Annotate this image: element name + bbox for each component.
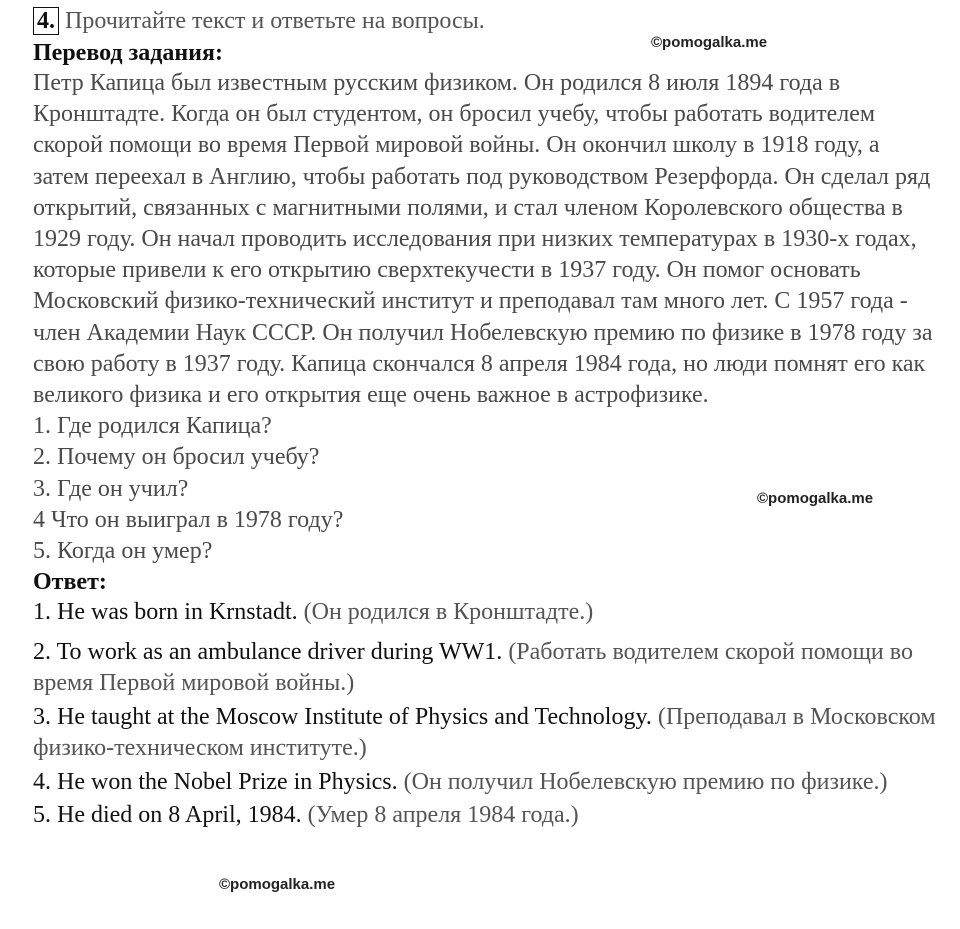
translation-title: Перевод задания:: [33, 40, 223, 66]
question-item: 2. Почему он бросил учебу?: [33, 444, 320, 471]
answer-item: [33, 597, 938, 629]
task-header: [33, 4, 938, 38]
task-number-box: 4.: [33, 7, 59, 35]
answer-russian: (Преподавал в Московском физико-техническом институте.): [33, 703, 936, 762]
exercise-page: [33, 4, 938, 834]
question-item: 1. Где родился Капица?: [33, 413, 272, 440]
answer-english: 4. He won the Nobel Prize in Physics.: [33, 768, 398, 795]
answer-item: [33, 702, 938, 765]
answer-english: 5. He died on 8 April, 1984.: [33, 802, 302, 829]
watermark: ©pomogalka.me: [757, 490, 874, 507]
task-instruction: Прочитайте текст и ответьте на вопросы.: [65, 8, 485, 34]
answer-english: 1. He was born in Krnstadt.: [33, 599, 298, 626]
answer-russian: (Он родился в Кронштадте.): [303, 599, 594, 626]
answer-title: Ответ:: [33, 569, 107, 596]
answer-item: [33, 637, 938, 700]
answer-russian: (Работать водителем скорой помощи во время Первой мировой войны.): [33, 638, 913, 697]
question-item: 5. Когда он умер?: [33, 538, 213, 565]
answer-item: [33, 767, 938, 799]
answer-russian: (Он получил Нобелевскую премию по физике.): [403, 768, 888, 795]
answers-list: [33, 597, 938, 832]
question-item: 3. Где он учил?: [33, 475, 189, 502]
answer-item: [33, 800, 938, 832]
answer-english: 2. To work as an ambulance driver during WW1.: [33, 638, 503, 665]
translation-text: Петр Капица был известным русским физиком. Он родился 8 июля 1894 года в Кронштадте. Когда он был студентом, он бросил учебу, чтобы работать водителем скорой помощи во время Первой мировой войны. Он окончил школу в 1918 году, а затем переехал в Англию, чтобы работать под руководством Резерфорда. Он сделал ряд открытий, связанных с магнитными полями, и стал членом Королевского общества в 1929 году. Он начал проводить исследования при низких температурах в 1930-х годах, которые привели к его открытию сверхтекучести в 1937 году. Он помог основать Московский физико-технический институт и преподавал там много лет. С 1957 года - член Академии Наук СССР. Он получил Нобелевскую премию по физике в 1978 году за свою работу в 1937 году. Капица скончался 8 апреля 1984 года, но люди помнят его как великого физика и его открытия еще очень важное в астрофизике.: [33, 70, 933, 409]
watermark: ©pomogalka.me: [219, 876, 336, 893]
answer-english: 3. He taught at the Moscow Institute of Physics and Technology.: [33, 703, 652, 730]
question-item: 4 Что он выиграл в 1978 году?: [33, 506, 344, 533]
watermark: ©pomogalka.me: [651, 34, 768, 51]
answer-russian: (Умер 8 апреля 1984 года.): [307, 802, 579, 829]
